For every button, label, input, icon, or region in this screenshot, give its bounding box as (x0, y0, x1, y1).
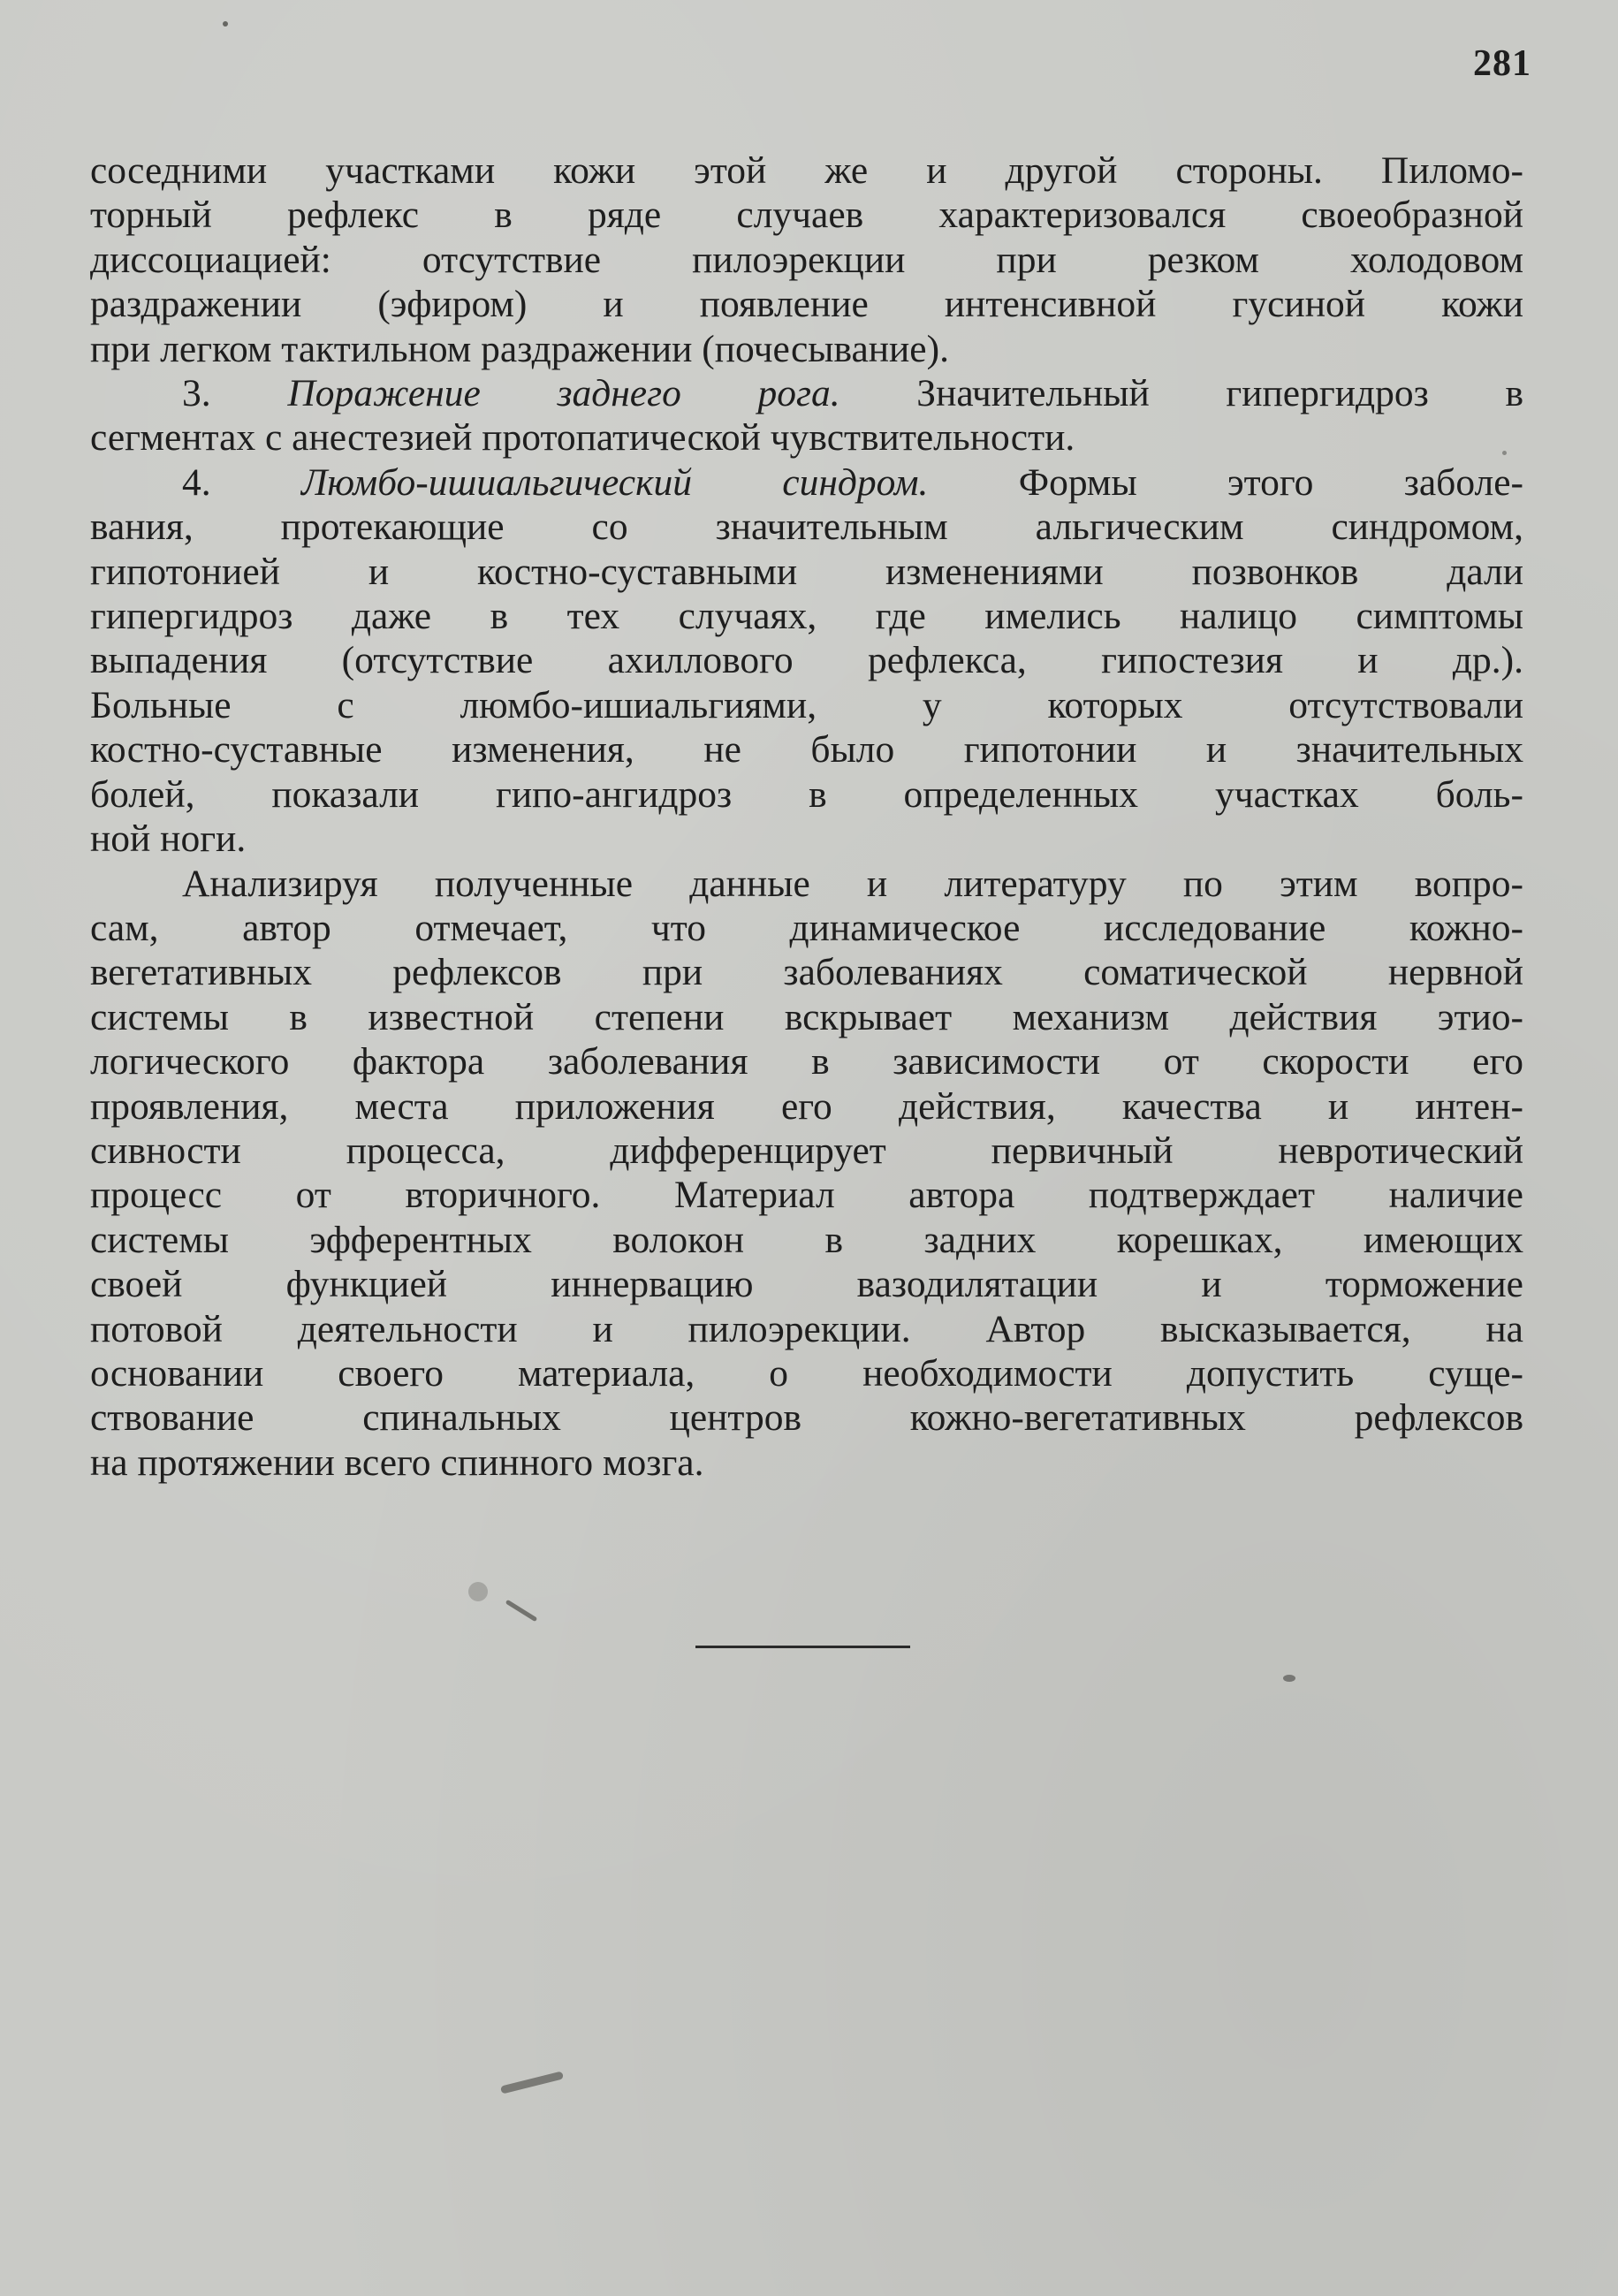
paper-speck (468, 1582, 488, 1601)
text-line: выпадения (отсутствие ахиллового рефлекса, гипостезия и др.). (90, 639, 1523, 682)
text-line: системы эфферентных волокон в задних корешках, имеющих (90, 1218, 1523, 1261)
text-line: ной ноги. (90, 817, 247, 861)
text-line: раздражении (эфиром) и появление интенсивной гусиной кожи (90, 283, 1523, 326)
text-line: потовой деятельности и пилоэрекции. Автор высказывается, на (90, 1307, 1523, 1350)
paragraph-conclusion (90, 862, 1523, 1486)
paper-speck (1502, 451, 1507, 455)
text-line: вания, протекающие со значительным альгическим синдромом, (90, 506, 1523, 549)
text-line: болей, показали гипо-ангидроз в определенных участках боль- (90, 772, 1523, 816)
page-body (90, 148, 1523, 1485)
item-text: Формы этого заболе- (1018, 460, 1523, 504)
text-line: ствование спинальных центров кожно-вегетативных рефлексов (90, 1396, 1523, 1440)
text-line (90, 460, 1523, 505)
paragraph-continuation (90, 148, 1523, 371)
item-heading: Люмбо-ишиальгический синдром. (300, 460, 929, 504)
item-number: 4. (182, 460, 211, 504)
item-text: Значительный гипергидроз в (916, 372, 1524, 415)
section-divider (695, 1646, 910, 1648)
text-line: на протяжении всего спинного мозга. (90, 1441, 704, 1484)
text-line: торный рефлекс в ряде случаев характеризовался своеобразной (90, 194, 1523, 237)
text-line: при легком тактильном раздражении (почесывание). (90, 327, 949, 370)
paragraph-item-3 (90, 371, 1523, 460)
page-number: 281 (1473, 43, 1531, 84)
paragraph-item-4 (90, 460, 1523, 862)
text-line: сам, автор отмечает, что динамическое исследование кожно- (90, 906, 1523, 949)
text-line: диссоциацией: отсутствие пилоэрекции при резком холодовом (90, 238, 1523, 281)
text-line: своей функцией иннервацию вазодилятации и торможение (90, 1263, 1523, 1306)
text-line: логического фактора заболевания в зависимости от скорости его (90, 1040, 1523, 1083)
text-line: сивности процесса, дифференцирует первичный невротический (90, 1129, 1523, 1172)
item-heading: Поражение заднего рога. (287, 372, 840, 415)
text-line: соседними участками кожи этой же и другой стороны. Пиломо- (90, 149, 1523, 192)
text-line (90, 371, 1523, 415)
text-line: основании своего материала, о необходимости допустить суще- (90, 1351, 1523, 1395)
paper-speck (1283, 1675, 1295, 1682)
item-number: 3. (182, 372, 211, 415)
text-line: процесс от вторичного. Материал автора подтверждает наличие (90, 1174, 1523, 1217)
text-line: Больные с люмбо-ишиальгиями, у которых отсутствовали (90, 683, 1523, 726)
text-line: системы в известной степени вскрывает механизм действия этио- (90, 995, 1523, 1038)
text-line: вегетативных рефлексов при заболеваниях соматической нервной (90, 951, 1523, 994)
text-line: костно-суставные изменения, не было гипотонии и значительных (90, 728, 1523, 772)
paper-speck (223, 21, 228, 27)
text-line: гипотонией и костно-суставными изменениями позвонков дали (90, 550, 1523, 593)
text-line: Анализируя полученные данные и литературу по этим вопро- (182, 862, 1523, 905)
text-line: гипергидроз даже в тех случаях, где имелись налицо симптомы (90, 595, 1523, 638)
text-line: сегментах с анестезией протопатической чувствительности. (90, 416, 1075, 460)
text-line: проявления, места приложения его действия, качества и интен- (90, 1084, 1523, 1128)
